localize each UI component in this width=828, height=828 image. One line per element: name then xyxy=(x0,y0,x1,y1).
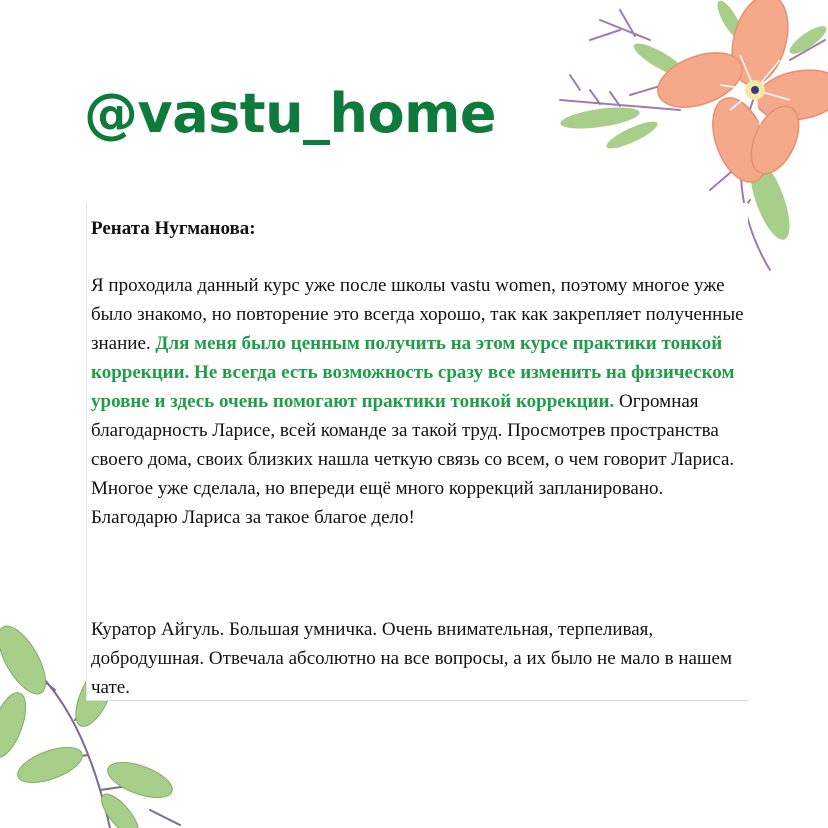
review-author: Рената Нугманова: xyxy=(91,218,256,239)
review-highlight: Для меня было ценным получить на этом курсе практики тонкой коррекции. Не всегда есть возможность сразу все изменить на физическом уровне и здесь очень помогают практики тонкой коррекции. xyxy=(91,333,735,412)
review-text xyxy=(91,271,747,532)
account-handle: @vastu_home xyxy=(84,82,496,145)
review-text-intro: Я проходила данный курс уже после школы vastu women, поэтому многое уже было знакомо, но повторение это всегда хорошо, так как закрепляет полученные знание. xyxy=(91,275,744,354)
curator-feedback: Куратор Айгуль. Большая умничка. Очень внимательная, терпеливая, добродушная. Отвечала абсолютно на все вопросы, а их было не мало в нашем чате. xyxy=(91,619,733,698)
review-text-gratitude: Огромная благодарность Ларисе, всей команде за такой труд. Просмотрев пространства своего дома, своих близких нашла четкую связь со всем, о чем говорит Лариса. Многое уже сделала, но впереди ещё много коррекций запланировано. Благодарю Лариса за такое благое дело! xyxy=(91,391,735,528)
review-card xyxy=(86,203,748,701)
